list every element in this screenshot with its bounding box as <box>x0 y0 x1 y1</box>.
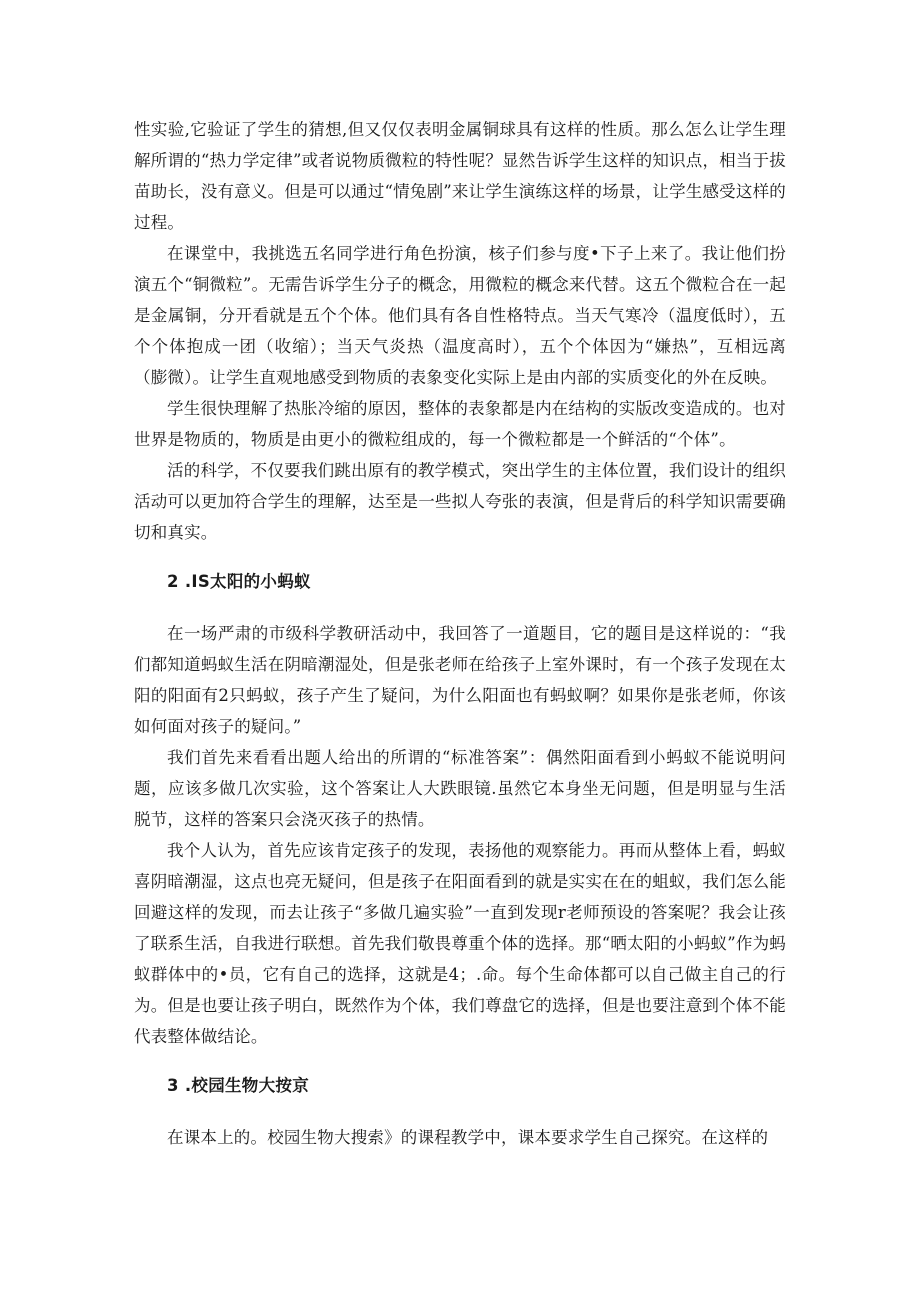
document-body <box>134 114 786 1153</box>
section-heading-3: 3 .校园生物大按京 <box>167 1076 309 1095</box>
paragraph-understanding: 学生很快理解了热胀冷缩的原因，整体的表象都是内在结构的实版改变造成的。也对世界是物质的，物质是由更小的微粒组成的，每一个微粒都是一个鲜活的“个体”。 <box>134 399 786 449</box>
paragraph-living-science: 活的科学，不仅要我们跳出原有的教学模式，突出学生的主体位置，我们设计的组织活动可以更加符合学生的理解，达至是一些拟人夸张的表演，但是背后的科学知识需要确切和真实。 <box>134 461 786 542</box>
paragraph-campus-search: 在课本上的。校园生物大搜索》的课程教学中，课本要求学生自己探究。在这样的 <box>167 1128 769 1147</box>
paragraph-role-play: 在课堂中，我挑选五名同学进行角色扮演，核子们参与度•下子上来了。我让他们扮演五个“铜微粒”。无需告诉学生分子的概念，用微粒的概念来代替。这五个微粒合在一起是金属铜，分开看就是五个个体。他们具有各自性格特点。当天气寒冷（温度低时），五个个体抱成一团（收缩）；当天气炎热（温度高时），五个个体因为“嫌热”，互相远离（膨微）。让学生直观地感受到物质的表象变化实际上是由内部的实质变化的外在反映。 <box>134 244 786 387</box>
paragraph-experiment-intro: 性实验,它验证了学生的猜想,但又仅仅表明金属铜球具有这样的性质。那么怎么让学生理解所谓的“热力学定律”或者说物质微粒的特性呢？显然告诉学生这样的知识点，相当于拔苗助长，没有意义。但是可以通过“情兔剧”来让学生演练这样的场景，让学生感受这样的过程。 <box>134 120 786 232</box>
paragraph-standard-answer: 我们首先来看看出题人给出的所谓的“标准答案”：偶然阳面看到小蚂蚁不能说明问题，应该多做几次实验，这个答案让人大跌眼镜.虽然它本身坐无问题，但是明显与生活脱节，这样的答案只会浇灭孩子的热情。 <box>134 748 786 829</box>
paragraph-personal-view: 我个人认为，首先应该肯定孩子的发现，表扬他的观察能力。再而从整体上看，蚂蚁喜阴暗潮湿，这点也亮无疑问，但是孩子在阳面看到的就是实实在在的蛆蚁，我们怎么能回避这样的发现，而去让孩子“多做几遍实验”一直到发现r老师预设的答案呢？我会让孩了联系生活，自我进行联想。首先我们敬畏尊重个体的选择。那“晒太阳的小蚂蚁”作为蚂蚁群体中的•员，它有自己的选择，这就是4；.命。每个生命体都可以自己做主自己的行为。但是也要让孩子明白，既然作为个体，我们尊盘它的选择，但是也要注意到个体不能代表整体做结论。 <box>134 841 786 1046</box>
paragraph-ant-question: 在一场严肃的市级科学教研活动中，我回答了一道题目，它的题目是这样说的：“我们都知道蚂蚁生活在阴暗潮湿处，但是张老师在给孩子上室外课时，有一个孩子发现在太阳的阳面有2只蚂蚁，孩子产生了疑问，为什么阳面也有蚂蚁啊？如果你是张老师，你该如何面对孩子的疑问。” <box>134 624 786 736</box>
section-heading-2: 2 .IS太阳的小蚂蚁 <box>167 572 311 591</box>
